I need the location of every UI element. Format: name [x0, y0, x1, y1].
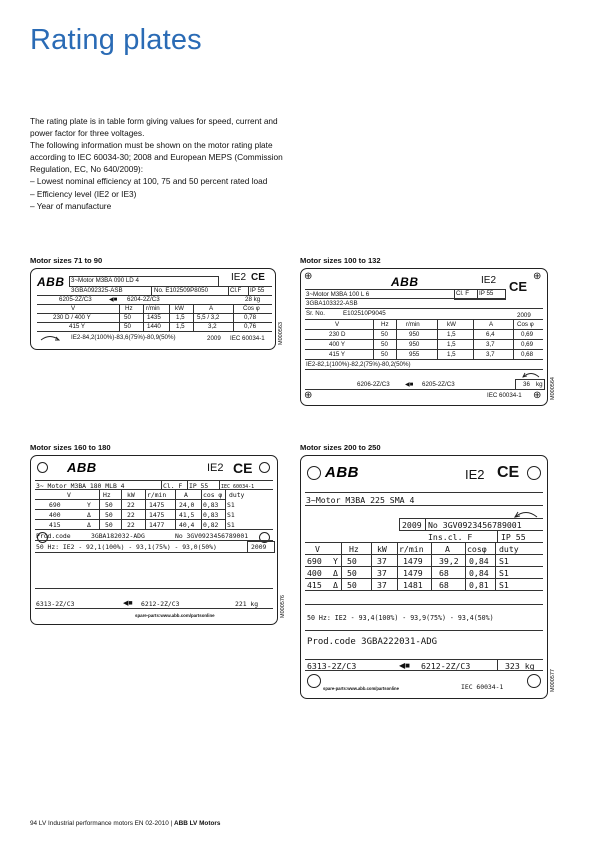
product-code: 3GBA103322-ASB: [306, 300, 358, 307]
header-a: A: [209, 305, 214, 312]
table-cell: 50: [124, 314, 131, 321]
list-item: – Efficiency level (IE2 or IE3): [30, 188, 137, 199]
table-cell: 415 Y: [329, 351, 346, 358]
table-cell: S1: [499, 580, 509, 590]
header-cos: Cos φ: [243, 305, 260, 312]
table-cell: S1: [227, 521, 235, 529]
table-cell: 1,5: [447, 351, 456, 358]
ce-mark: CE: [509, 279, 528, 294]
insulation-class: Cl.F: [230, 287, 242, 294]
standard: IEC 60034-1: [230, 335, 265, 342]
image-code-4: M000577: [550, 669, 556, 692]
motor-type: 3~Motor M3BA 090 LD 4: [71, 277, 139, 284]
table-cell: 3,7: [486, 341, 495, 348]
header-kw: kW: [377, 544, 387, 554]
year: 2009: [251, 543, 267, 551]
table-cell: 400: [307, 568, 322, 578]
header-hz: Hz: [349, 544, 359, 554]
standard: IEC 60034-1: [461, 683, 504, 691]
header-rpm: r/min: [399, 544, 424, 554]
rotation-arrow-icon: [39, 333, 61, 341]
header-duty: duty: [499, 544, 519, 554]
table-cell: 50: [347, 568, 357, 578]
ce-mark: CE: [251, 272, 265, 283]
page-footer: [30, 820, 220, 827]
table-cell: 50: [124, 323, 131, 330]
table-cell: 230 D: [329, 331, 346, 338]
table-cell: 0,83: [203, 501, 219, 509]
header-hz: Hz: [103, 491, 111, 499]
table-cell: 50: [105, 501, 113, 509]
table-cell: Y: [87, 501, 91, 509]
ie2-label: IE2: [465, 467, 485, 482]
prod-code-label: Prod.code: [36, 532, 71, 540]
rotation-arrow-icon: [521, 370, 541, 378]
table-cell: 0,83: [203, 511, 219, 519]
serial-number: E102510P9045: [343, 310, 386, 317]
table-cell: 22: [127, 501, 135, 509]
weight-unit: kg: [536, 381, 543, 388]
ce-mark: CE: [497, 464, 520, 481]
header-v: V: [67, 491, 71, 499]
table-cell: 50: [381, 341, 388, 348]
table-cell: S1: [227, 511, 235, 519]
intro-text: [30, 115, 295, 212]
abb-logo: ABB: [325, 464, 359, 481]
motor-type: 3~Motor M3BA 225 SMA 4: [306, 495, 415, 505]
table-cell: 0,68: [521, 351, 534, 358]
abb-logo: ABB: [67, 460, 97, 475]
image-code-1: M000563: [278, 322, 284, 345]
table-cell: 690: [49, 501, 61, 509]
efficiency-line: IE2-84,2(100%)-83,6(75%)-80,9(50%): [71, 334, 176, 341]
table-cell: 40,4: [179, 521, 195, 529]
year: 2009: [517, 312, 531, 319]
header-kw: kW: [127, 491, 135, 499]
table-cell: 0,84: [469, 556, 489, 566]
header-kw: kW: [175, 305, 184, 312]
table-cell: Δ: [87, 521, 91, 529]
standard: IEC 60034-1: [487, 392, 522, 399]
table-cell: 1,5: [447, 331, 456, 338]
table-cell: 230 D / 400 Y: [53, 314, 91, 321]
header-hz: Hz: [125, 305, 133, 312]
ie2-label: IE2: [207, 462, 224, 474]
insulation-class: Cl. F: [163, 482, 183, 490]
table-cell: 6,4: [486, 331, 495, 338]
efficiency-line: IE2-82,1(100%)-82,2(75%)-80,2(50%): [306, 361, 411, 368]
spare-parts-url: spare-parts:www.abb.com/partsonline: [323, 686, 399, 691]
image-code-2: M000564: [550, 377, 556, 400]
weight-value: 36: [523, 381, 530, 388]
table-cell: 3,2: [208, 323, 217, 330]
table-cell: 1479: [403, 568, 423, 578]
intro-paragraph-1: The rating plate is in table form giving values for speed, current and power factor for three voltages.: [30, 116, 278, 139]
bearing-de: 6212-2Z/C3: [141, 600, 180, 608]
table-cell: 22: [127, 521, 135, 529]
table-cell: 400 Y: [329, 341, 346, 348]
table-cell: 0,69: [521, 331, 534, 338]
table-cell: 1479: [403, 556, 423, 566]
rotation-arrow-icon: [513, 508, 539, 518]
header-rpm: r/min: [146, 305, 160, 312]
table-cell: 950: [409, 331, 420, 338]
bearing-nde: 6205-2Z/C3: [59, 296, 92, 303]
footer-brand: ABB LV Motors: [174, 820, 221, 827]
table-cell: 1,5: [176, 323, 185, 330]
screw-hole-icon: [259, 462, 270, 473]
header-kw: kW: [447, 321, 456, 328]
table-cell: 68: [439, 568, 449, 578]
table-cell: 50: [381, 351, 388, 358]
table-cell: S1: [499, 556, 509, 566]
ip-rating: IP 55: [479, 290, 494, 297]
header-a: A: [489, 321, 494, 328]
ip-rating: IP 55: [250, 287, 265, 294]
ie2-label: IE2: [231, 272, 247, 283]
table-cell: 50: [105, 511, 113, 519]
bearing-arrow-icon: ◀■: [405, 382, 414, 388]
bearing-nde: 6313-2Z/C3: [307, 661, 357, 671]
table-cell: 22: [127, 511, 135, 519]
rating-plate-100-132: [300, 268, 548, 406]
insulation-class: Ins.cl. F: [428, 532, 473, 542]
screw-hole-icon: [527, 674, 541, 688]
ce-mark: CE: [233, 460, 253, 476]
screw-hole-icon: [307, 466, 321, 480]
table-cell: 50: [347, 580, 357, 590]
table-cell: Y: [333, 556, 338, 566]
rating-plate-200-250: [300, 455, 548, 699]
table-cell: 1475: [149, 501, 165, 509]
table-cell: 39,2: [439, 556, 459, 566]
screw-hole-icon: [37, 462, 48, 473]
header-cos: cos φ: [203, 491, 223, 499]
efficiency-line: 50 Hz: IE2 - 92,1(100%) - 93,1(75%) - 93,0(50%): [36, 543, 217, 551]
rating-plate-160-180: [30, 455, 278, 625]
table-cell: 1,5: [176, 314, 185, 321]
bearing-de: 6204-2Z/C3: [127, 296, 160, 303]
table-cell: S1: [227, 501, 235, 509]
header-rpm: r/min: [147, 491, 167, 499]
table-cell: 0,84: [469, 568, 489, 578]
table-cell: 3,7: [486, 351, 495, 358]
prod-code: 3GBA182032-ADG: [91, 532, 145, 540]
bearing-nde: 6206-2Z/C3: [357, 381, 390, 388]
header-hz: Hz: [381, 321, 389, 328]
table-cell: Δ: [87, 511, 91, 519]
weight: 28 kg: [245, 296, 261, 303]
table-cell: 37: [377, 580, 387, 590]
table-cell: Δ: [333, 568, 338, 578]
header-cos: Cos φ: [517, 321, 534, 328]
prod-code: Prod.code 3GBA222031-ADG: [307, 637, 438, 647]
efficiency-line: 50 Hz: IE2 - 93,4(100%) - 93,9(75%) - 93,4(50%): [307, 614, 494, 622]
screw-icon: ⊕: [533, 271, 542, 282]
table-cell: 1475: [149, 511, 165, 519]
product-code: 3GBA092325-ASB: [71, 287, 123, 294]
serial-number: No. E102509P8050: [154, 287, 209, 294]
serial-number: No 3GV0923456789001: [175, 532, 249, 540]
caption-plate-3: Motor sizes 160 to 180: [30, 443, 111, 452]
table-cell: 50: [347, 556, 357, 566]
bearing-de: 6205-2Z/C3: [422, 381, 455, 388]
header-duty: duty: [229, 491, 245, 499]
list-item: – Lowest nominal efficiency at 100, 75 and 50 percent rated load: [30, 176, 268, 187]
caption-plate-4: Motor sizes 200 to 250: [300, 443, 381, 452]
ip-rating: IP 55: [501, 532, 526, 542]
abb-logo: ABB: [37, 275, 65, 289]
header-cos: cosφ: [467, 544, 487, 554]
year: 2009: [402, 520, 422, 530]
table-cell: 0,69: [521, 341, 534, 348]
header-v: V: [335, 321, 340, 328]
table-cell: Δ: [333, 580, 338, 590]
intro-paragraph-2: The following information must be shown on the motor rating plate according to IEC 60034-30; 2008 and European MEPS (Commission Regulation, EC, No 640/2009):: [30, 140, 283, 175]
rating-plate-71-90: [30, 268, 276, 350]
screw-icon: ⊕: [533, 390, 542, 401]
standard: IEC 60034-1: [221, 484, 255, 490]
caption-plate-1: Motor sizes 71 to 90: [30, 256, 103, 265]
table-cell: 1481: [403, 580, 423, 590]
bearing-nde: 6313-2Z/C3: [36, 600, 75, 608]
table-cell: 68: [439, 580, 449, 590]
motor-type: 3~Motor M3BA 100 L 6: [306, 291, 370, 298]
footer-text: LV Industrial performance motors EN 02-2010 |: [38, 820, 173, 827]
table-cell: 37: [377, 556, 387, 566]
year: 2009: [207, 335, 221, 342]
table-cell: 950: [409, 341, 420, 348]
table-cell: 24,0: [179, 501, 195, 509]
page-title: Rating plates: [30, 24, 202, 56]
ip-rating: IP 55: [189, 482, 209, 490]
table-cell: S1: [499, 568, 509, 578]
serial-number: No 3GV0923456789001: [428, 520, 522, 530]
spare-parts-url: spare-parts:www.abb.com/partsonline: [135, 613, 215, 618]
table-cell: 690: [307, 556, 322, 566]
table-cell: 5,5 / 3,2: [197, 314, 220, 321]
header-v: V: [315, 544, 320, 554]
table-cell: 41,5: [179, 511, 195, 519]
header-rpm: r/min: [406, 321, 420, 328]
table-cell: 955: [409, 351, 420, 358]
abb-logo: ABB: [391, 275, 419, 289]
screw-hole-icon: [527, 466, 541, 480]
screw-hole-icon: [307, 674, 321, 688]
bearing-arrow-icon: ◀■: [123, 600, 133, 607]
motor-type: 3~ Motor M3BA 180 MLB 4: [36, 482, 125, 490]
bearing-arrow-icon: ◀■: [109, 297, 118, 303]
caption-plate-2: Motor sizes 100 to 132: [300, 256, 381, 265]
table-cell: 1435: [147, 314, 161, 321]
bearing-de: 6212-2Z/C3: [421, 661, 471, 671]
weight: 323 kg: [505, 661, 535, 671]
table-cell: 0,81: [469, 580, 489, 590]
screw-icon: ⊕: [304, 390, 313, 401]
header-v: V: [71, 305, 76, 312]
serial-label: Sr. No.: [306, 310, 325, 317]
ie2-label: IE2: [481, 275, 497, 286]
screw-icon: ⊕: [304, 271, 313, 282]
table-cell: 50: [381, 331, 388, 338]
table-cell: 0,82: [203, 521, 219, 529]
table-cell: 50: [105, 521, 113, 529]
image-code-3: M000576: [280, 595, 286, 618]
table-cell: 1440: [147, 323, 161, 330]
list-item: – Year of manufacture: [30, 200, 112, 211]
requirement-list: [30, 175, 295, 211]
table-cell: 415 Y: [69, 323, 86, 330]
table-cell: 415: [49, 521, 61, 529]
table-cell: 1477: [149, 521, 165, 529]
table-cell: 0,76: [244, 323, 257, 330]
insulation-class: Cl. F: [456, 290, 470, 297]
table-cell: 400: [49, 511, 61, 519]
table-cell: 1,5: [447, 341, 456, 348]
header-a: A: [184, 491, 188, 499]
page-number: 94: [30, 820, 38, 827]
table-cell: 415: [307, 580, 322, 590]
table-cell: 0,78: [244, 314, 257, 321]
bearing-arrow-icon: ◀■: [399, 661, 410, 670]
table-cell: 37: [377, 568, 387, 578]
weight: 221 kg: [235, 600, 259, 608]
header-a: A: [445, 544, 450, 554]
